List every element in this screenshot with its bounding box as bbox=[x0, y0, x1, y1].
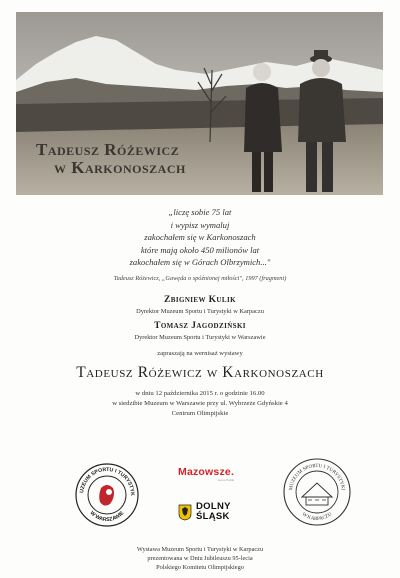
quote-line: zakochałem się w Karkonoszach bbox=[144, 232, 256, 242]
exhibition-title: Tadeusz Różewicz w Karkonoszach bbox=[76, 364, 324, 381]
footer-text bbox=[0, 545, 400, 573]
quote-line: i wypisz wymaluj bbox=[170, 219, 230, 230]
dolny-slask-logo bbox=[178, 502, 231, 522]
header-photo bbox=[16, 12, 383, 195]
dolny-line: ŚLĄSK bbox=[196, 511, 230, 522]
ring-text-top: UZEUM SPORTU I TURYSTYK bbox=[79, 466, 136, 496]
mazowsze-wordmark: Mazowsze. bbox=[178, 466, 235, 478]
host-role: Dyrektor Muzeum Sportu i Turystyki w Warszawie bbox=[134, 334, 266, 341]
museum-warsaw-logo bbox=[74, 462, 140, 533]
detail-line: Centrum Olimpijskie bbox=[171, 410, 229, 417]
mazowsze-logo bbox=[178, 466, 234, 482]
svg-text:MUZEUM SPORTU I TURYSTYKI bbox=[289, 464, 345, 491]
detail-line: w dniu 12 października 2015 r. o godzinie 16.00 bbox=[135, 390, 265, 397]
quote-line: które mają około 450 milionów lat bbox=[140, 244, 260, 255]
host-name: Tomasz Jagodziński bbox=[154, 321, 246, 331]
quote-line: „liczę sobie 75 lat bbox=[168, 207, 232, 217]
ring-text-bottom: W WARSZAWIE bbox=[88, 510, 126, 524]
quote-line: zakochałem się w Górach Olbrzymich..." bbox=[129, 257, 271, 267]
photo-title-line1: Tadeusz Różewicz bbox=[36, 140, 180, 159]
poem-quote bbox=[0, 206, 400, 269]
eagle-shield-icon bbox=[178, 504, 192, 521]
footer-line: prezentowana w Dniu Jubileuszu 95-lecia bbox=[147, 555, 253, 563]
ring-text-top: MUZEUM SPORTU I TURYSTYKI bbox=[288, 464, 345, 491]
footer-line: Polskiego Komitetu Olimpijskiego bbox=[156, 564, 244, 572]
detail-line: w siedzibie Muzeum w Warszawie przy ul. Wybrzeże Gdyńskie 4 bbox=[112, 400, 288, 407]
host-name: Zbigniew Kulik bbox=[164, 295, 236, 305]
ring-text-bottom: W KARPACZU bbox=[300, 512, 334, 523]
photo-title-line2: w Karkonoszach bbox=[54, 158, 186, 177]
host-role: Dyrektor Muzeum Sportu i Turystyki w Karpaczu bbox=[136, 308, 264, 315]
event-details bbox=[0, 389, 400, 419]
invite-text: zapraszają na wernisaż wystawy bbox=[157, 350, 243, 357]
footer-line: Wystawa Muzeum Sportu i Turystyki w Karpaczu bbox=[136, 546, 264, 553]
svg-text:W WARSZAWIE bbox=[89, 510, 126, 523]
quote-source: Tadeusz Różewicz, „Gawęda o spóźnionej miłości", 1997 (fragment) bbox=[113, 275, 287, 282]
dolny-line: DOLNY bbox=[196, 501, 231, 512]
museum-karpacz-logo bbox=[282, 457, 352, 532]
mazowsze-subtitle: serce Polski bbox=[217, 478, 235, 482]
